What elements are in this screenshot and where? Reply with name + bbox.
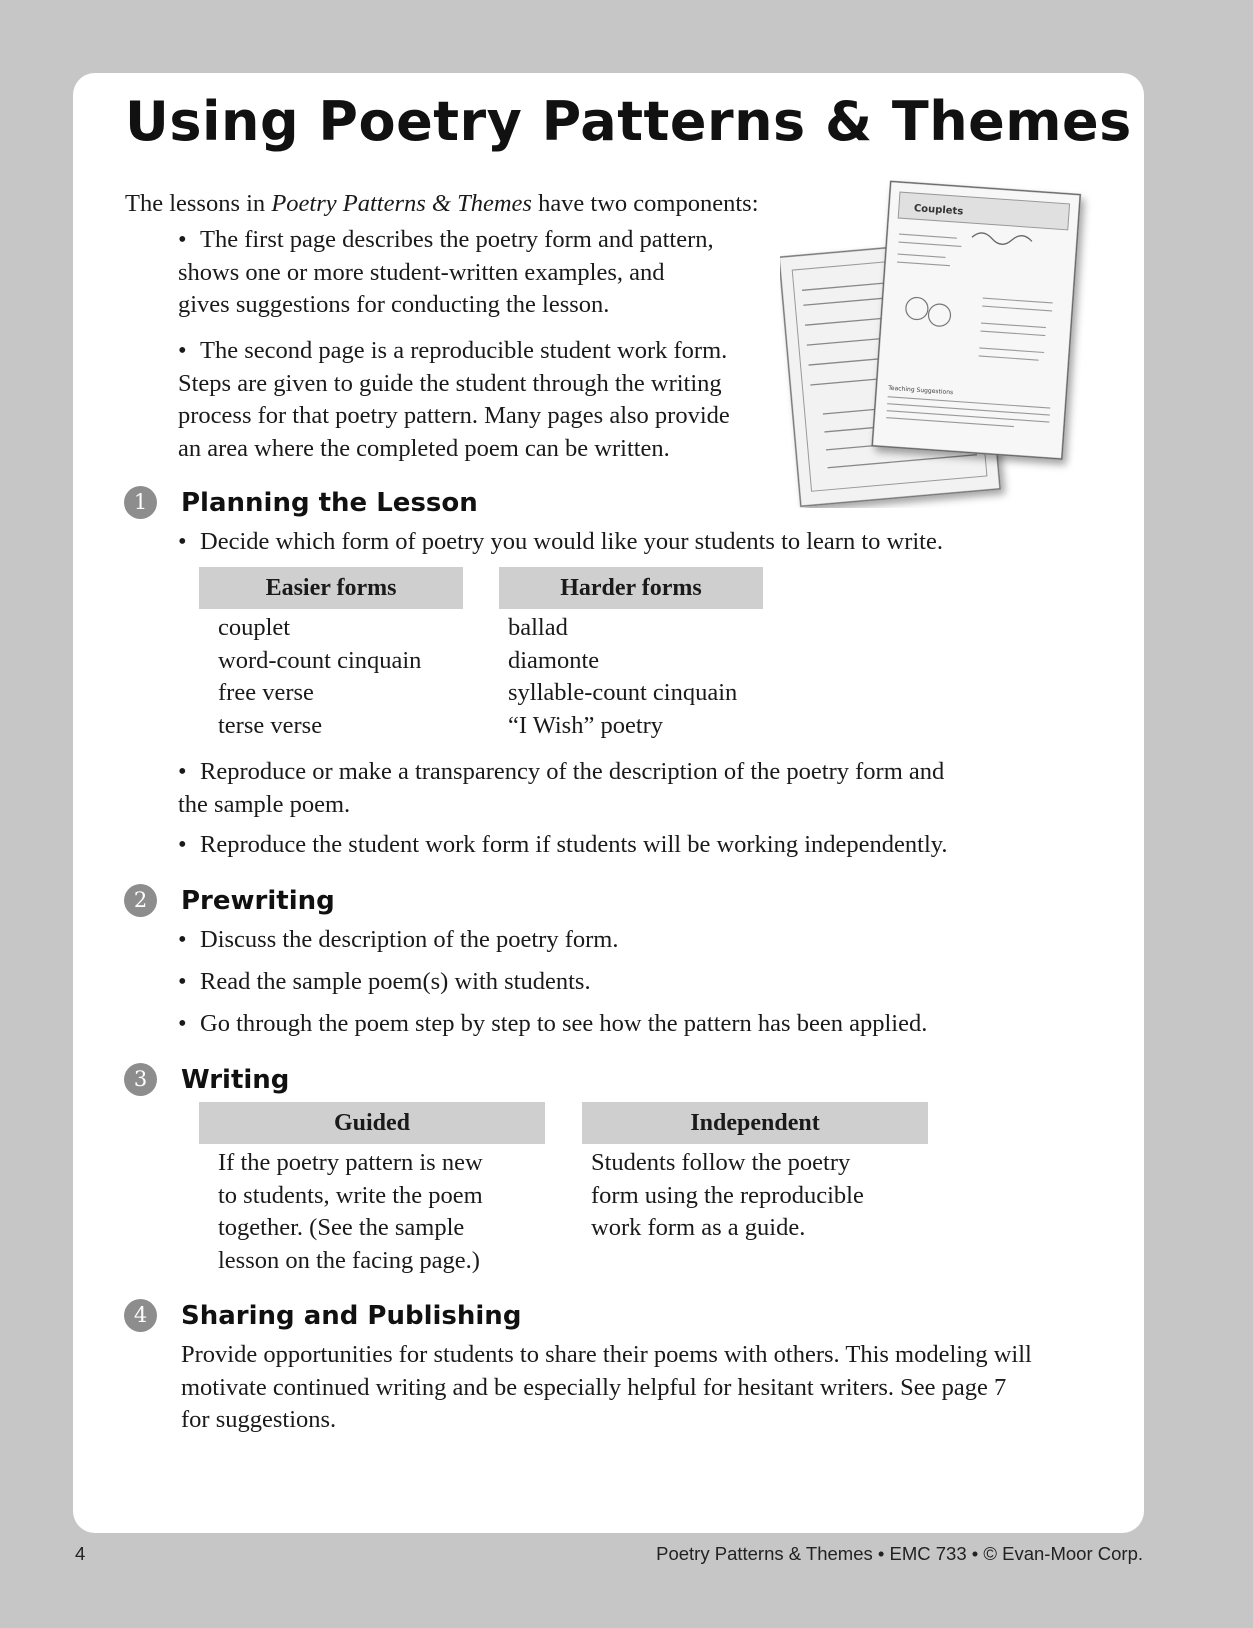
harder-form-item: ballad xyxy=(508,614,568,641)
harder-form-item: diamonte xyxy=(508,646,600,674)
bullet-dot: • xyxy=(178,528,187,555)
section-1-bullet-3 xyxy=(178,829,1200,862)
bullet-dot: • xyxy=(178,226,187,253)
intro-bullet-1-line-2: shows one or more student-written examples, and xyxy=(178,258,665,286)
section-4-paragraph xyxy=(181,1339,1032,1437)
intro-book-title: Poetry Patterns & Themes xyxy=(271,190,532,217)
harder-forms-header: Harder forms xyxy=(499,567,763,609)
worksheet-pages-illustration xyxy=(780,178,1120,508)
section-3-heading: Writing xyxy=(181,1065,290,1095)
harder-forms-list xyxy=(508,612,737,742)
footer-credit: Poetry Patterns & Themes • EMC 733 • © Evan-Moor Corp. xyxy=(656,1543,1143,1564)
section-1-number: 1 xyxy=(124,486,157,519)
harder-form-item: “I Wish” poetry xyxy=(508,711,664,739)
intro-bullet-2-line-3: process for that poetry pattern. Many pages also provide xyxy=(178,402,730,429)
independent-text xyxy=(591,1147,864,1245)
intro-bullet-2-line-1: The second page is a reproducible student work form. xyxy=(200,337,728,364)
page-number: 4 xyxy=(75,1543,86,1564)
independent-text-line: Students follow the poetry xyxy=(591,1149,851,1176)
section-4-line: Provide opportunities for students to share their poems with others. This modeling will xyxy=(181,1341,1032,1368)
section-3-number: 3 xyxy=(124,1063,157,1096)
easier-forms-header: Easier forms xyxy=(199,567,463,609)
independent-text-line: form using the reproducible xyxy=(591,1181,864,1209)
bullet-dot: • xyxy=(178,926,187,953)
section-1-bullet-intro-text: Decide which form of poetry you would like your students to learn to write. xyxy=(200,528,943,555)
section-1-bullet-3-text: Reproduce the student work form if students will be working independently. xyxy=(200,831,948,858)
guided-header: Guided xyxy=(199,1102,545,1144)
easier-forms-list xyxy=(218,612,421,742)
section-2-number: 2 xyxy=(124,884,157,917)
easier-form-item: terse verse xyxy=(218,711,323,739)
intro-suffix: have two components: xyxy=(531,190,759,217)
intro-text xyxy=(125,188,759,221)
page-title: Using Poetry Patterns & Themes xyxy=(125,90,1132,153)
independent-header: Independent xyxy=(582,1102,928,1144)
section-1-bullet-2-line-1: Reproduce or make a transparency of the description of the poetry form and xyxy=(200,758,945,785)
guided-text-line: lesson on the facing page.) xyxy=(218,1246,480,1274)
bullet-dot: • xyxy=(178,831,187,858)
guided-text xyxy=(218,1147,483,1277)
section-2-bullet-2-text: Read the sample poem(s) with students. xyxy=(200,968,591,995)
section-4-heading: Sharing and Publishing xyxy=(181,1301,522,1331)
section-1-bullet-2-line-2: the sample poem. xyxy=(178,790,351,818)
easier-form-item: word-count cinquain xyxy=(218,646,422,674)
intro-bullet-2-line-2: Steps are given to guide the student through the writing xyxy=(178,369,722,397)
intro-bullet-1-line-1: The first page describes the poetry form and pattern, xyxy=(200,226,714,253)
section-1-bullet-intro xyxy=(178,526,1200,559)
section-1-heading: Planning the Lesson xyxy=(181,488,478,518)
intro-bullet-1 xyxy=(178,224,800,322)
section-2-bullet-2 xyxy=(178,966,1200,999)
intro-bullet-2-line-4: an area where the completed poem can be written. xyxy=(178,434,670,462)
section-2-bullet-1-text: Discuss the description of the poetry form. xyxy=(200,926,619,953)
bullet-dot: • xyxy=(178,968,187,995)
intro-bullet-1-line-3: gives suggestions for conducting the lesson. xyxy=(178,291,610,318)
easier-form-item: free verse xyxy=(218,679,314,706)
guided-text-line: If the poetry pattern is new xyxy=(218,1149,483,1176)
bullet-dot: • xyxy=(178,758,187,785)
back-page-label: Couplets xyxy=(913,203,964,218)
back-page-note: Teaching Suggestions xyxy=(888,384,954,397)
harder-form-item: syllable-count cinquain xyxy=(508,679,738,706)
section-2-bullet-1 xyxy=(178,924,1200,957)
section-4-line: motivate continued writing and be especially helpful for hesitant writers. See page 7 xyxy=(181,1373,1007,1401)
intro-bullet-2 xyxy=(178,335,800,465)
section-2-bullet-3-text: Go through the poem step by step to see how the pattern has been applied. xyxy=(200,1010,928,1037)
independent-text-line: work form as a guide. xyxy=(591,1214,806,1241)
section-4-number: 4 xyxy=(124,1299,157,1332)
guided-text-line: to students, write the poem xyxy=(218,1181,483,1209)
easier-form-item: couplet xyxy=(218,614,291,641)
bullet-dot: • xyxy=(178,337,187,364)
intro-prefix: The lessons in xyxy=(125,190,272,217)
back-worksheet-page xyxy=(872,181,1080,459)
section-1-bullet-2 xyxy=(178,756,1200,821)
guided-text-line: together. (See the sample xyxy=(218,1214,465,1241)
bullet-dot: • xyxy=(178,1010,187,1037)
section-4-line: for suggestions. xyxy=(181,1406,337,1433)
section-2-bullet-3 xyxy=(178,1008,1200,1041)
section-2-heading: Prewriting xyxy=(181,886,335,916)
